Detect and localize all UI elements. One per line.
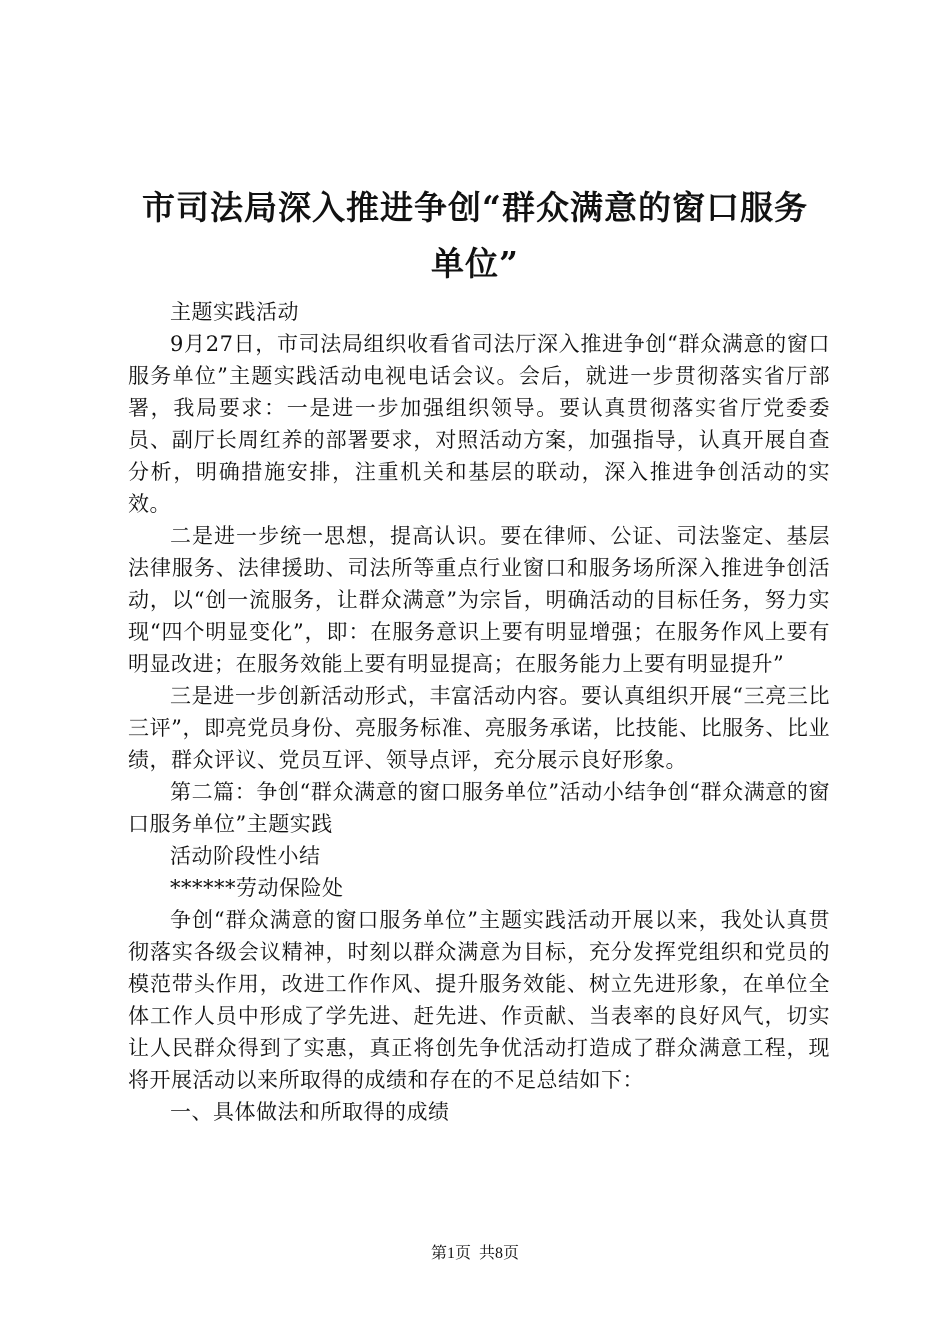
title-line-1: 市司法局深入推进争创“群众满意的窗口服务 — [142, 188, 808, 227]
page-number: 第1页 — [430, 1245, 471, 1262]
paragraph: ******劳动保险处 — [170, 876, 344, 900]
paragraph: 一、具体做法和所取得的成绩 — [170, 1100, 450, 1124]
page-footer — [0, 1244, 950, 1264]
paragraph: 三是进一步创新活动形式，丰富活动内容。要认真组织开展“三亮三比三评”，即亮党员身份、亮服务标准、亮服务承诺，比技能、比服务、比业绩，群众评议、党员互评、领导点评，充分展示良好形象。 — [128, 684, 830, 772]
document-body — [128, 296, 830, 1128]
paragraph: 二是进一步统一思想，提高认识。要在律师、公证、司法鉴定、基层法律服务、法律援助、司法所等重点行业窗口和服务场所深入推进争创活动，以“创一流服务，让群众满意”为宗旨，明确活动的目标任务，努力实现“四个明显变化”，即：在服务意识上要有明显增强；在服务作风上要有明显改进；在服务效能上要有明显提高；在服务能力上要有明显提升” — [128, 524, 830, 676]
paragraph: 9月27日，市司法局组织收看省司法厅深入推进争创“群众满意的窗口服务单位”主题实践活动电视电话会议。会后，就进一步贯彻落实省厅部署，我局要求：一是进一步加强组织领导。要认真贯彻落实省厅党委委员、副厅长周红养的部署要求，对照活动方案，加强指导，认真开展自查分析，明确措施安排，注重机关和基层的联动，深入推进争创活动的实效。 — [128, 332, 830, 516]
paragraph: 争创“群众满意的窗口服务单位”主题实践活动开展以来，我处认真贯彻落实各级会议精神，时刻以群众满意为目标，充分发挥党组织和党员的模范带头作用，改进工作作风、提升服务效能、树立先进形象，在单位全体工作人员中形成了学先进、赶先进、作贡献、当表率的良好风气，切实让人民群众得到了实惠，真正将创先争优活动打造成了群众满意工程，现将开展活动以来所取得的成绩和存在的不足总结如下： — [128, 908, 830, 1092]
page-total: 共8页 — [479, 1245, 520, 1262]
document-title — [100, 180, 850, 292]
paragraph: 主题实践活动 — [170, 300, 299, 324]
title-line-2: 单位” — [431, 244, 519, 283]
paragraph: 活动阶段性小结 — [170, 844, 321, 868]
paragraph: 第二篇：争创“群众满意的窗口服务单位”活动小结争创“群众满意的窗口服务单位”主题实践 — [128, 780, 830, 836]
